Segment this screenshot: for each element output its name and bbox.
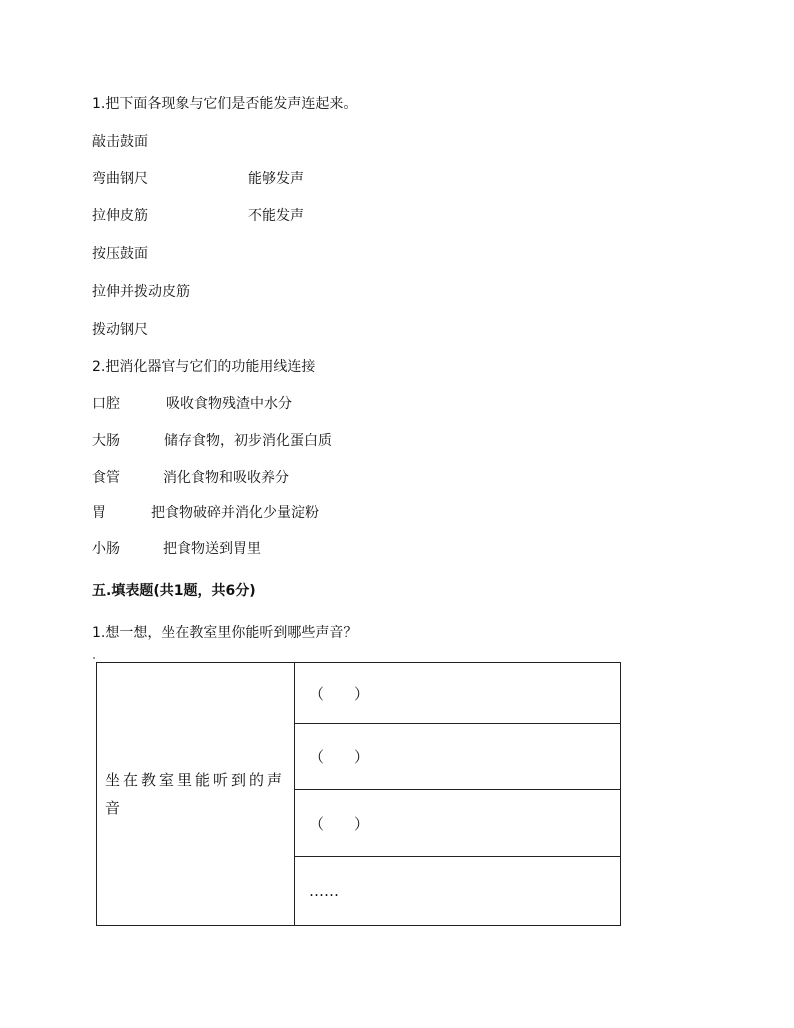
- match-left-item: 拨动钢尺: [92, 322, 148, 338]
- organ-item: 小肠: [92, 541, 120, 557]
- function-item: 储存食物，初步消化蛋白质: [164, 433, 332, 449]
- table-corner-mark: [93, 657, 95, 659]
- answer-blank[interactable]: （ ）: [309, 684, 370, 703]
- match-left-item: 弯曲钢尺: [92, 171, 148, 187]
- match-right-item: 能够发声: [248, 171, 304, 187]
- question-text: 1.想一想，坐在教室里你能听到哪些声音？: [92, 625, 358, 641]
- match-left-item: 拉伸并拨动皮筋: [92, 284, 190, 300]
- match-left-item: 拉伸皮筋: [92, 208, 148, 224]
- answer-blank[interactable]: （ ）: [309, 814, 370, 833]
- q-match-digest-title: 2.把消化器官与它们的功能用线连接: [92, 359, 316, 375]
- organ-item: 口腔: [92, 396, 120, 412]
- answer-cell[interactable]: [295, 663, 621, 724]
- organ-item: 胃: [92, 505, 106, 521]
- answer-cell[interactable]: [295, 790, 621, 857]
- function-item: 吸收食物残渣中水分: [166, 396, 292, 412]
- q-match-sound-title: 1.把下面各现象与它们是否能发声连起来。: [92, 96, 358, 112]
- organ-item: 大肠: [92, 433, 120, 449]
- organ-item: 食管: [92, 470, 120, 486]
- function-item: 消化食物和吸收养分: [163, 470, 289, 486]
- match-left-item: 敲击鼓面: [92, 134, 148, 150]
- table-left-label: 坐在教室里能听到的声音: [97, 663, 295, 926]
- function-item: 把食物破碎并消化少量淀粉: [151, 505, 319, 521]
- answer-table: [96, 662, 621, 926]
- function-item: 把食物送到胃里: [163, 541, 261, 557]
- match-left-item: 按压鼓面: [92, 246, 148, 262]
- answer-cell[interactable]: [295, 857, 621, 926]
- match-right-item: 不能发声: [248, 208, 304, 224]
- ellipsis-text: ……: [309, 882, 339, 900]
- answer-cell[interactable]: [295, 724, 621, 790]
- answer-blank[interactable]: （ ）: [309, 748, 370, 766]
- section-heading: 五.填表题(共1题，共6分): [92, 583, 256, 599]
